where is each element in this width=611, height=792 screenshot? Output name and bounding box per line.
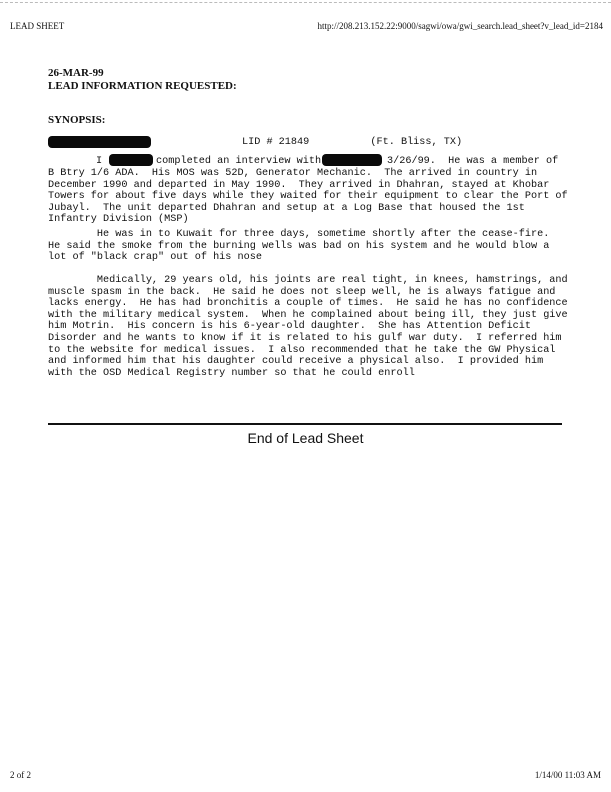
p1-date-text: 3/26/99. He was a member of xyxy=(387,156,559,167)
p1-word-i: I xyxy=(96,156,103,167)
redaction-block-name xyxy=(48,136,151,148)
header-url: http://208.213.152.22:9000/sagwi/owa/gwi_search.lead_sheet?v_lead_id=2184 xyxy=(317,21,603,31)
redaction-block-interviewer xyxy=(109,154,153,166)
paragraph-1: B Btry 1/6 ADA. His MOS was 52D, Generator Mechanic. The arrived in country in December 1990 and departed in May 1990. They arrived in Dhahran, stayed at Khobar Towers for about five days while they waited for their equipment to clear the Port of Jubayl. The unit departed Dhahran and setup at a Log Base that housed the 1st Infantry Division (MSP) xyxy=(48,168,568,226)
document-date: 26-MAR-99 xyxy=(48,67,104,79)
print-timestamp: 1/14/00 11:03 AM xyxy=(534,770,601,780)
lid-line: LID # 21849 (Ft. Bliss, TX) xyxy=(242,137,463,148)
header-title: LEAD SHEET xyxy=(10,21,65,31)
redaction-block-subject xyxy=(322,154,382,166)
paragraph-3: Medically, 29 years old, his joints are real tight, in knees, hamstrings, and muscle spasm in the back. He said he does not sleep well, he is always fatigue and lacks energy. He has had bronchitis a couple of times. He said he has no confidence with the military medical system. When he complained about being ill, they just give him Motrin. His concern is his 6-year-old daughter. She has Attention Deficit Disorder and he wants to know if it is related to his gulf war duty. I referred him to the website for medical issues. I also recommended that he take the GW Physical and informed him that his daughter could receive a physical also. I provided him with the OSD Medical Registry number so that he could enroll xyxy=(48,275,568,379)
synopsis-label: SYNOPSIS: xyxy=(48,114,106,126)
end-divider xyxy=(48,423,562,425)
page-number: 2 of 2 xyxy=(10,770,31,780)
end-of-lead-sheet: End of Lead Sheet xyxy=(247,430,364,446)
paragraph-2: He was in to Kuwait for three days, sometime shortly after the cease-fire. He said the smoke from the burning wells was bad on his system and he would blow a lot of "black crap" out of his nose xyxy=(48,229,550,264)
p1-interview-text: completed an interview with xyxy=(156,156,322,167)
lead-heading: LEAD INFORMATION REQUESTED: xyxy=(48,80,237,92)
top-border xyxy=(0,2,611,3)
